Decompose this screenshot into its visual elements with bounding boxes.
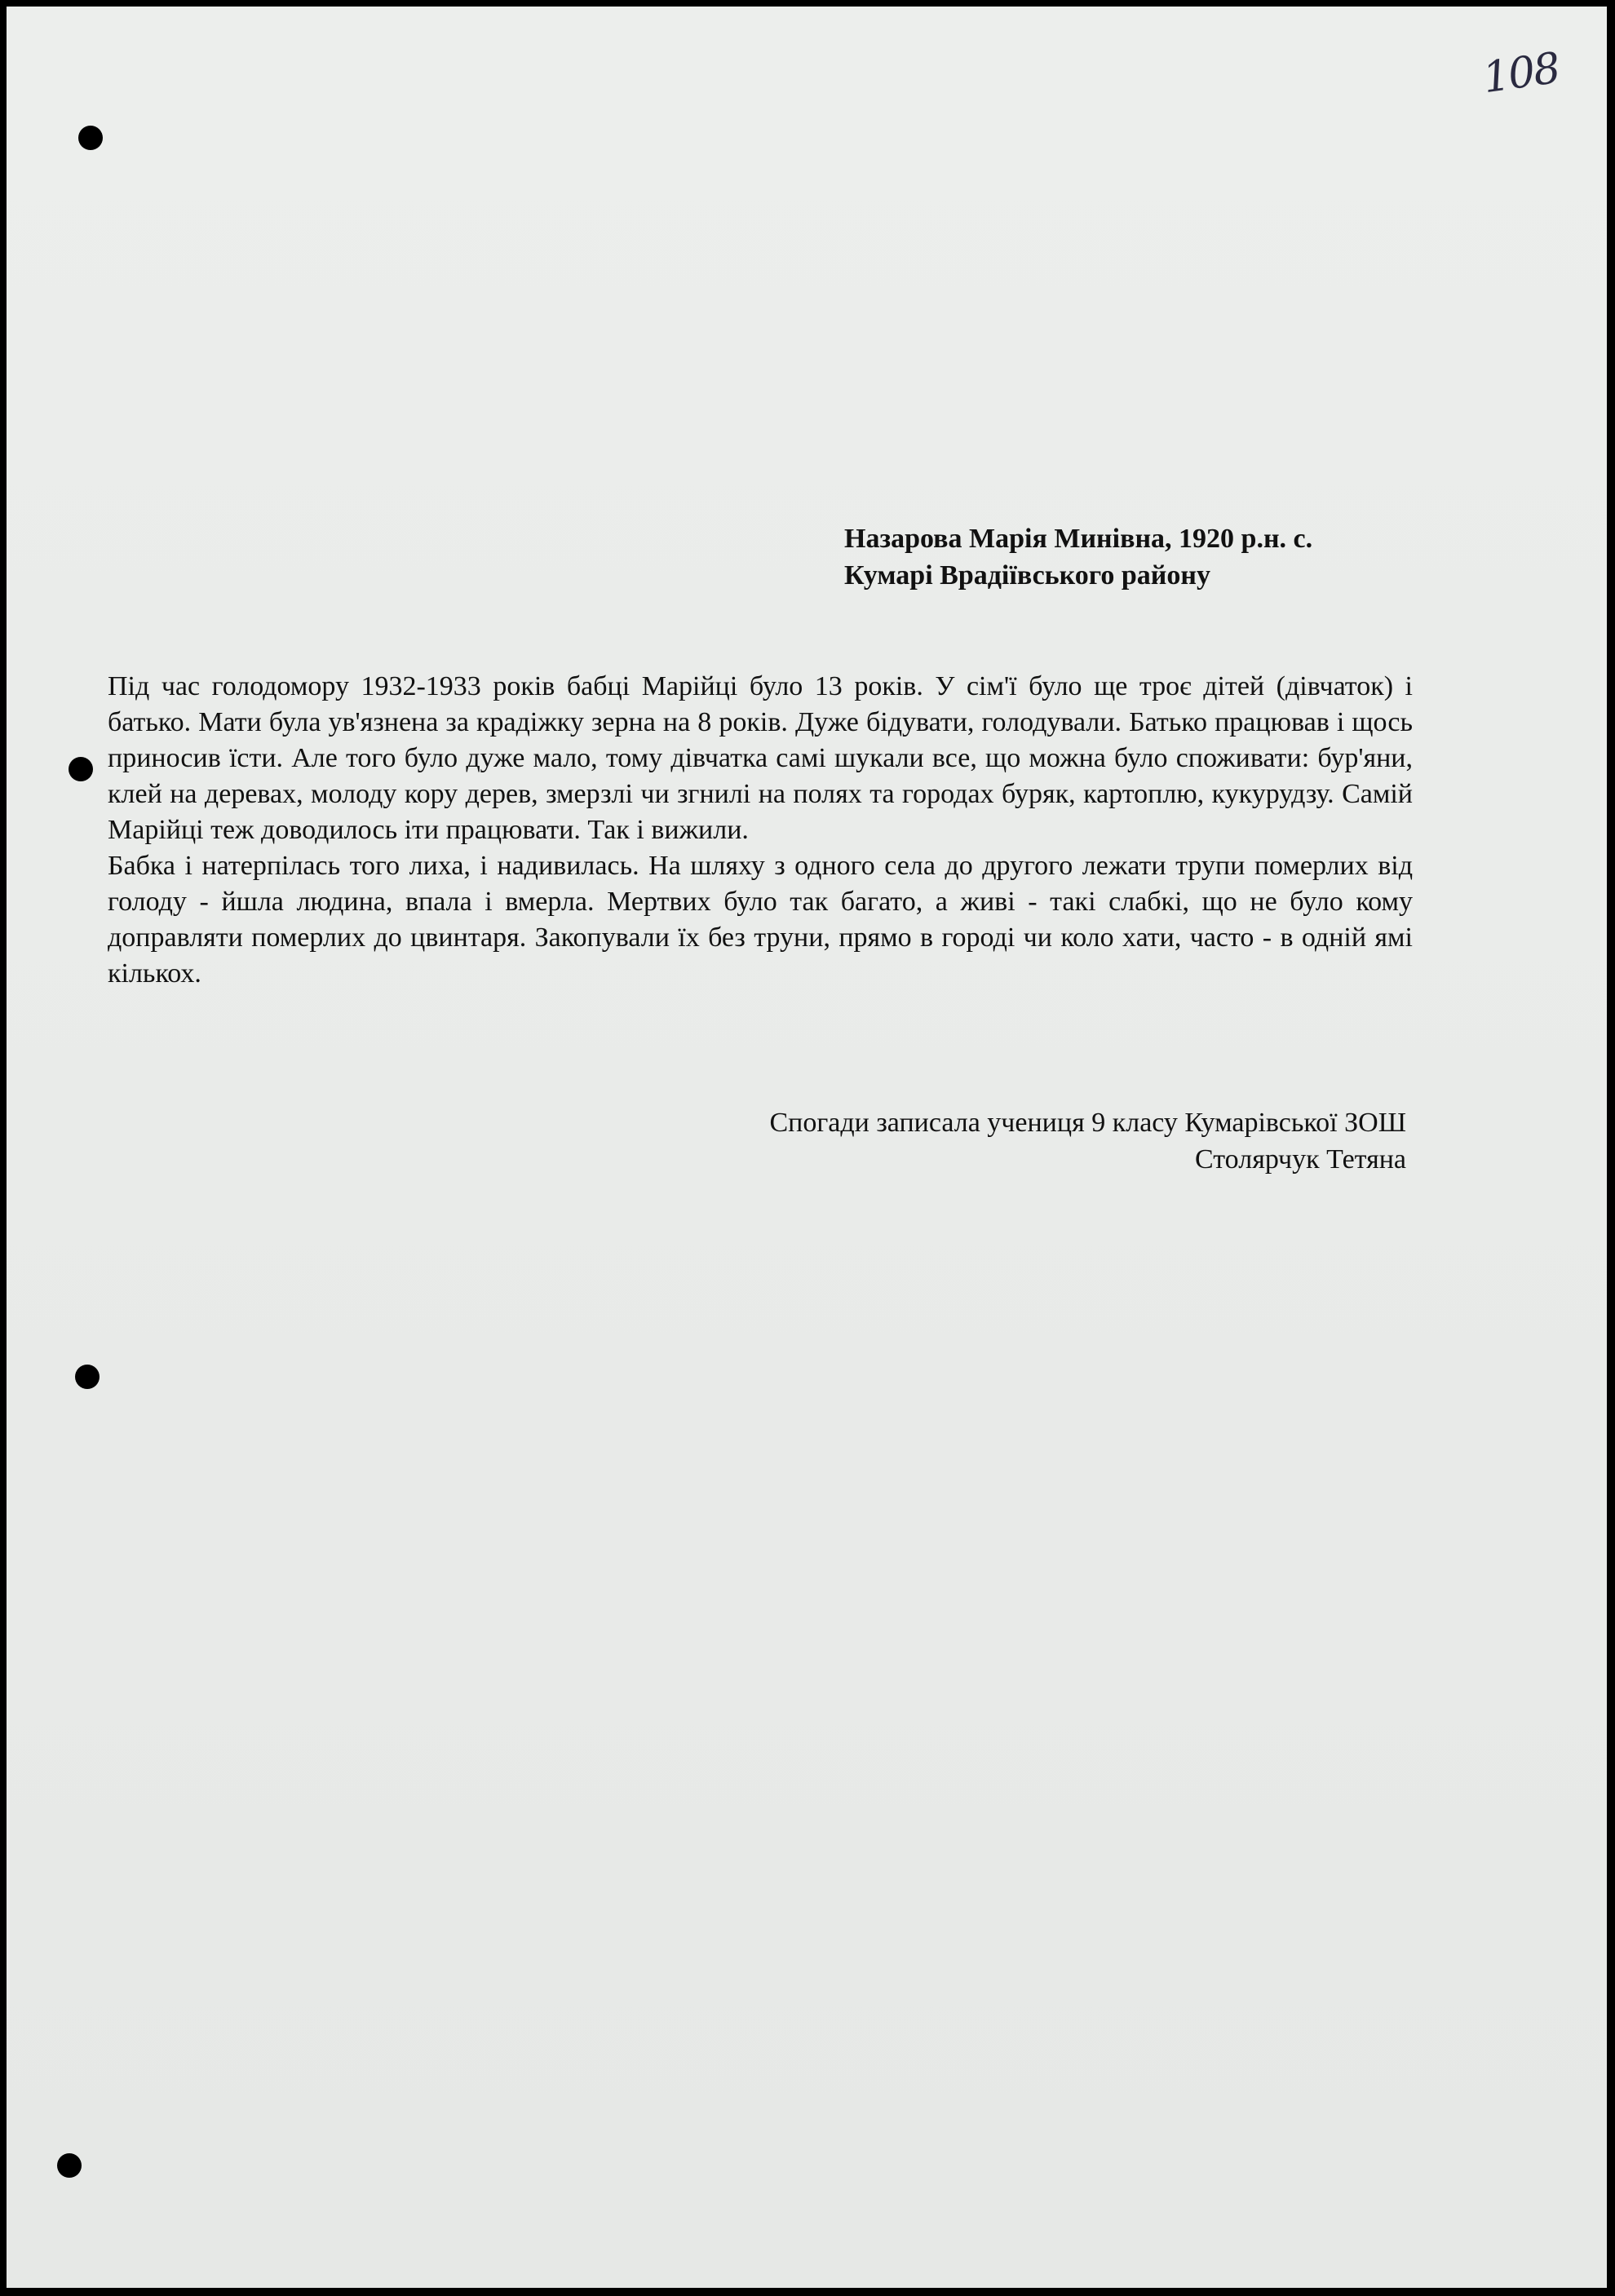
memoir-text [108,669,1413,992]
paragraph-2: Бабка і натерпілась того лиха, і надивилась. На шляху з одного села до другого лежати трупи померлих від голоду - йшла людина, впала і вмерла. Мертвих було так багато, а живі - такі слабкі, що не було кому доправляти померлих до цвинтаря. Закопували їх без труни, прямо в городі чи коло хати, часто - в одній ямі кількох. [108,851,1413,989]
signature-block [769,1104,1406,1178]
punch-hole [75,1365,100,1389]
punch-hole [78,126,103,150]
document-header [844,520,1312,594]
punch-hole [57,2153,82,2178]
paper-sheet [7,7,1607,2288]
header-location-line: Кумарі Врадіївського району [844,560,1210,591]
paragraph-1: Під час голодомору 1932-1933 років бабці Марійці було 13 років. У сім'ї було ще троє дітей (дівчаток) і батько. Мати була ув'язнена за крадіжку зерна на 8 років. Дуже бідувати, голодували. Батько працював і щось приносив їсти. Але того було дуже мало, тому дівчатка самі шукали все, що можна було споживати: бур'яни, клей на деревах, молоду кору дерев, змерзлі чи згнилі на полях та городах буряк, картоплю, кукурудзу. Самій Марійці теж доводилось іти працювати. Так і вижили. [108,671,1413,845]
handwritten-page-number: 108 [1480,43,1562,104]
signature-name-line: Столярчук Тетяна [1195,1144,1406,1175]
punch-hole [69,757,93,781]
header-name-line: Назарова Марія Минівна, 1920 р.н. с. [844,524,1313,554]
signature-recorder-line: Спогади записала учениця 9 класу Кумарівської ЗОШ [769,1108,1406,1138]
